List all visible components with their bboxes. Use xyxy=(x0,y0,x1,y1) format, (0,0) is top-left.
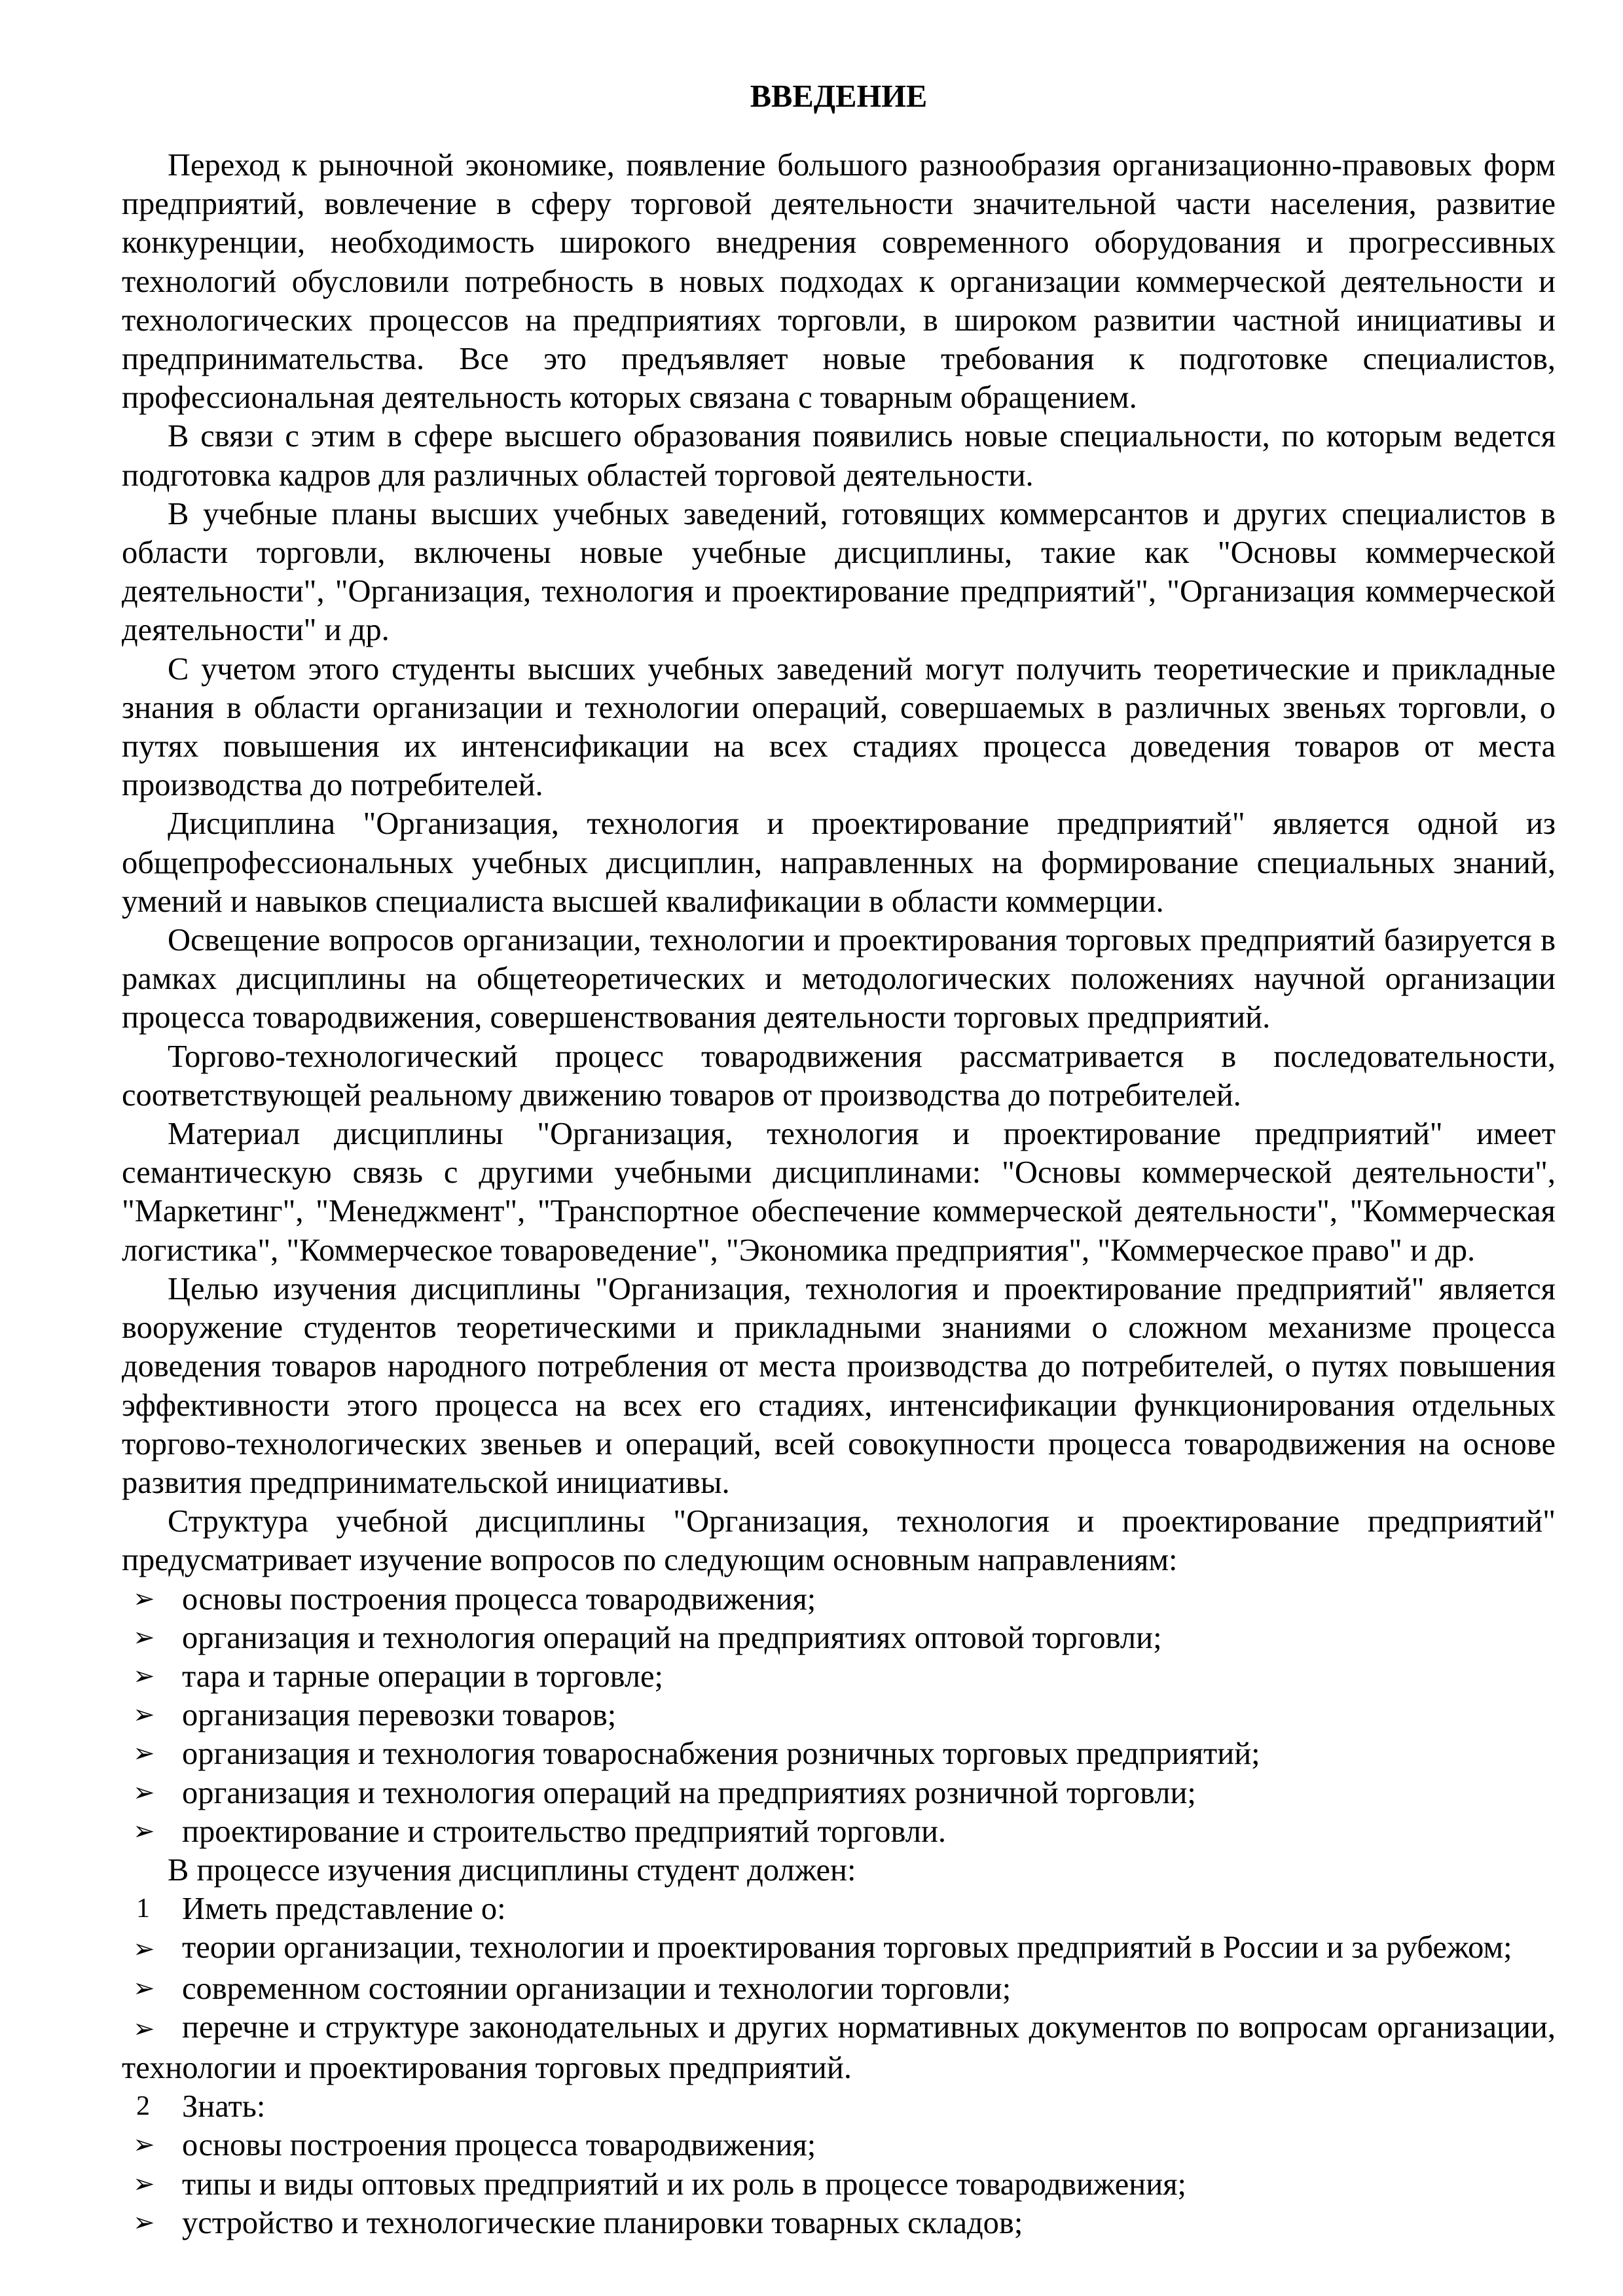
list-item: ➢ типы и виды оптовых предприятий и их роль в процессе товародвижения; xyxy=(133,2165,1556,2204)
student-intro: В процессе изучения дисциплины студент должен: xyxy=(168,1852,856,1888)
list-item: ➢ теории организации, технологии и проектирования торговых предприятий в России и за рубежом; xyxy=(122,1928,1556,1969)
list-item: ➢ устройство и технологические планировки товарных складов; xyxy=(133,2204,1556,2242)
arrow-bullet-icon: ➢ xyxy=(133,1738,155,1769)
section-number: 2 xyxy=(136,2091,150,2122)
list-item: ➢ тара и тарные операции в торговле; xyxy=(133,1657,1556,1696)
arrow-bullet-icon: ➢ xyxy=(133,2130,155,2161)
paragraph: Дисциплина "Организация, технология и проектирование предприятий" является одной из общепрофессиональных учебных дисциплин, направленных на формирование специальных знаний, умений и навыков специалиста высшей квалификации в области коммерции. xyxy=(122,806,1556,919)
section-heading xyxy=(136,1890,1556,1928)
section-number: 1 xyxy=(136,1893,150,1924)
section-label: Иметь представление о: xyxy=(182,1892,506,1927)
paragraph: С учетом этого студенты высших учебных заведений могут получить теоретические и прикладные знания в области организации и технологии операций, совершаемых в различных звеньях торговли, о путях повышения их интенсификации на всех стадиях процесса доведения товаров от места производства до потребителей. xyxy=(122,651,1556,803)
directions-list xyxy=(122,1580,1556,1851)
arrow-bullet-icon: ➢ xyxy=(133,1700,155,1731)
paragraph: Целью изучения дисциплины "Организация, технология и проектирование предприятий" является вооружение студентов теоретическими и прикладными знаниями о сложном механизме процесса доведения товаров народного потребления от места производства до потребителей, о путях повышения эффективности этого процесса на всех его стадиях, интенсификации функционирования отдельных торгово-технологических звеньев и операций, всей совокупности процесса товародвижения на основе развития предпринимательской инициативы. xyxy=(122,1271,1556,1500)
section-label: Знать: xyxy=(182,2089,266,2125)
arrow-bullet-icon: ➢ xyxy=(133,2168,155,2199)
arrow-bullet-icon: ➢ xyxy=(133,1816,155,1846)
paragraph: Освещение вопросов организации, технологии и проектирования торговых предприятий базируется в рамках дисциплины на общетеоретических и методологических положениях научной организации процесса товародвижения, совершенствования деятельности торговых предприятий. xyxy=(122,923,1556,1035)
list-item: ➢ организация перевозки товаров; xyxy=(133,1696,1556,1734)
section-heading xyxy=(136,2087,1556,2126)
page-title: ВВЕДЕНИЕ xyxy=(750,79,928,114)
arrow-bullet-icon: ➢ xyxy=(133,1777,155,1808)
list-item: ➢ организация и технология операций на предприятиях розничной торговли; xyxy=(133,1774,1556,1812)
paragraph: Переход к рыночной экономике, появление большого разнообразия организационно-правовых форм предприятий, вовлечение в сферу торговой деятельности значительной части населения, развитие конкуренции, необходимость широкого внедрения современного оборудования и прогрессивных технологий обусловили потребность в новых подходах к организации коммерческой деятельности и технологических процессов на предприятиях торговли, в широком развитии частной инициативы и предпринимательства. Все это предъявляет новые требования к подготовке специалистов, профессиональная деятельность которых связана с товарным обращением. xyxy=(122,148,1556,416)
arrow-bullet-icon: ➢ xyxy=(133,1934,155,1965)
paragraph: Материал дисциплины "Организация, технология и проектирование предприятий" имеет семантическую связь с другими учебными дисциплинами: "Основы коммерческой деятельности", "Маркетинг", "Менеджмент", "Транспортное обеспечение коммерческой деятельности", "Коммерческая логистика", "Коммерческое товароведение", "Экономика предприятия", "Коммерческое право" и др. xyxy=(122,1117,1556,1268)
arrow-bullet-icon: ➢ xyxy=(133,2013,155,2044)
paragraph: Торгово-технологический процесс товародвижения рассматривается в последовательности, соответствующей реальному движению товаров от производства до потребителей. xyxy=(122,1039,1556,1113)
list-item: ➢ организация и технология товароснабжения розничных торговых предприятий; xyxy=(133,1734,1556,1773)
arrow-bullet-icon: ➢ xyxy=(133,2207,155,2238)
paragraph: Структура учебной дисциплины "Организация, технология и проектирование предприятий" предусматривает изучение вопросов по следующим основным направлениям: xyxy=(122,1504,1556,1578)
paragraph: В учебные планы высших учебных заведений, готовящих коммерсантов и других специалистов в области торговли, включены новые учебные дисциплины, такие как "Основы коммерческой деятельности", "Организация, технология и проектирование предприятий", "Организация коммерческой деятельности" и др. xyxy=(122,496,1556,648)
arrow-bullet-icon: ➢ xyxy=(133,1660,155,1691)
list-item: ➢ основы построения процесса товародвижения; xyxy=(133,2126,1556,2164)
list-item: ➢ организация и технология операций на предприятиях оптовой торговли; xyxy=(133,1619,1556,1657)
arrow-bullet-icon: ➢ xyxy=(133,1973,155,2003)
paragraph: В связи с этим в сфере высшего образования появились новые специальности, по которым ведется подготовка кадров для различных областей торговой деятельности. xyxy=(122,419,1556,493)
list-item: ➢ перечне и структуре законодательных и других нормативных документов по вопросам организации, технологии и проектирования торговых предприятий. xyxy=(122,2009,1556,2085)
list-item: ➢ проектирование и строительство предприятий торговли. xyxy=(133,1812,1556,1851)
arrow-bullet-icon: ➢ xyxy=(133,1583,155,1614)
list-item: ➢ современном состоянии организации и технологии торговли; xyxy=(133,1969,1556,2008)
list-item: ➢ основы построения процесса товародвижения; xyxy=(133,1580,1556,1619)
arrow-bullet-icon: ➢ xyxy=(133,1622,155,1653)
document-page xyxy=(122,77,1556,2242)
